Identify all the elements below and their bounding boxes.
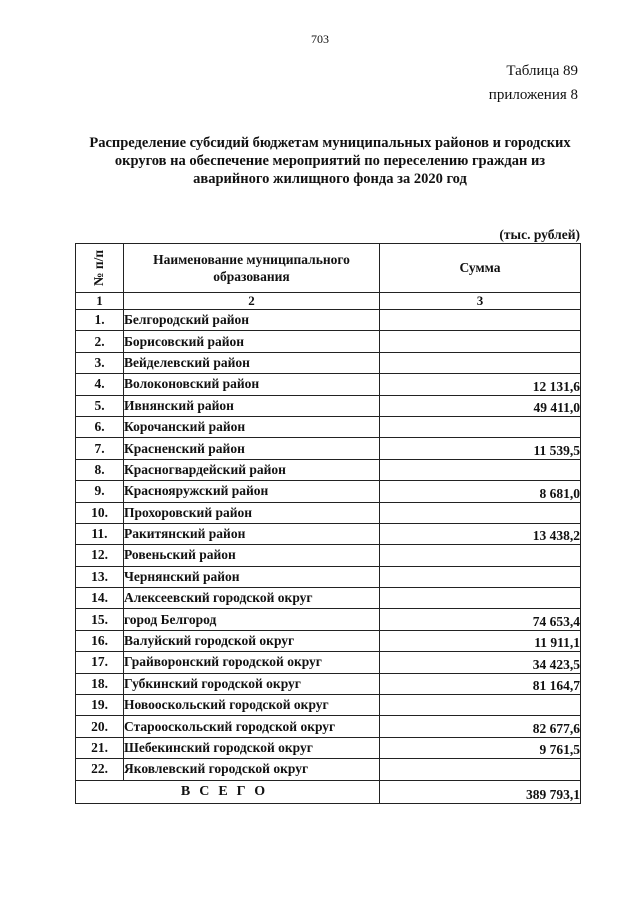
row-name: Валуйский городской округ: [124, 630, 380, 651]
total-label: ВСЕГО: [76, 780, 380, 803]
table-row: [76, 630, 581, 651]
row-number: 14.: [76, 588, 124, 609]
row-name: Грайворонский городской округ: [124, 652, 380, 673]
total-sum: 389 793,1: [380, 780, 581, 803]
row-sum: 11 539,5: [380, 438, 581, 459]
table-row: [76, 588, 581, 609]
row-name: Прохоровский район: [124, 502, 380, 523]
row-number: 1.: [76, 310, 124, 331]
row-name: Вейделевский район: [124, 352, 380, 373]
total-row: [76, 780, 581, 803]
row-name: Корочанский район: [124, 416, 380, 437]
row-number: 6.: [76, 416, 124, 437]
header-row: [76, 244, 581, 293]
row-number: 22.: [76, 759, 124, 780]
row-number: 2.: [76, 331, 124, 352]
row-number: 11.: [76, 523, 124, 544]
table-row: [76, 459, 581, 480]
row-name: Старооскольский городской округ: [124, 716, 380, 737]
row-name: Краснояружский район: [124, 481, 380, 502]
row-sum: 49 411,0: [380, 395, 581, 416]
header-sum: Сумма: [380, 244, 581, 293]
row-sum: 11 911,1: [380, 630, 581, 651]
row-sum: [380, 759, 581, 780]
table-row: [76, 438, 581, 459]
row-name: Красненский район: [124, 438, 380, 459]
row-sum: [380, 695, 581, 716]
row-sum: 8 681,0: [380, 481, 581, 502]
table-ref-line2: приложения 8: [488, 87, 578, 103]
header-name: Наименование муниципального образования: [124, 244, 380, 293]
row-name: Чернянский район: [124, 566, 380, 587]
table-row: [76, 331, 581, 352]
table-row: [76, 523, 581, 544]
table-row: [76, 352, 581, 373]
row-sum: [380, 545, 581, 566]
row-number: 9.: [76, 481, 124, 502]
table-row: [76, 395, 581, 416]
row-number: 15.: [76, 609, 124, 630]
row-name: Новооскольский городской округ: [124, 695, 380, 716]
row-sum: 82 677,6: [380, 716, 581, 737]
table-row: [76, 502, 581, 523]
row-name: Алексеевский городской округ: [124, 588, 380, 609]
table-row: [76, 673, 581, 694]
row-sum: 9 761,5: [380, 737, 581, 758]
row-sum: [380, 416, 581, 437]
row-name: город Белгород: [124, 609, 380, 630]
row-sum: 12 131,6: [380, 374, 581, 395]
row-sum: [380, 502, 581, 523]
page-number: 703: [311, 32, 329, 46]
row-number: 19.: [76, 695, 124, 716]
row-name: Яковлевский городской округ: [124, 759, 380, 780]
row-sum: 34 423,5: [380, 652, 581, 673]
row-sum: 81 164,7: [380, 673, 581, 694]
row-sum: [380, 331, 581, 352]
table-row: [76, 716, 581, 737]
row-number: 3.: [76, 352, 124, 373]
row-number: 5.: [76, 395, 124, 416]
row-sum: [380, 310, 581, 331]
row-number: 21.: [76, 737, 124, 758]
table-row: [76, 374, 581, 395]
row-name: Красногвардейский район: [124, 459, 380, 480]
row-number: 16.: [76, 630, 124, 651]
column-number: 3: [380, 293, 581, 310]
row-name: Ивнянский район: [124, 395, 380, 416]
row-number: 12.: [76, 545, 124, 566]
row-number: 13.: [76, 566, 124, 587]
table-row: [76, 652, 581, 673]
row-number: 8.: [76, 459, 124, 480]
header-num: [76, 244, 124, 293]
row-number: 20.: [76, 716, 124, 737]
column-numbers-row: [76, 293, 581, 310]
column-number: 1: [76, 293, 124, 310]
table-row: [76, 759, 581, 780]
row-number: 4.: [76, 374, 124, 395]
row-name: Борисовский район: [124, 331, 380, 352]
table-body: [76, 310, 581, 781]
header-num-label: № п/п: [91, 249, 107, 287]
document-title: Распределение субсидий бюджетам муниципальных районов и городских округов на обеспечение мероприятий по переселению граждан из аварийного жилищного фонда за 2020 год: [89, 135, 571, 187]
unit-label: (тыс. рублей): [499, 227, 580, 242]
table-row: [76, 310, 581, 331]
table-row: [76, 416, 581, 437]
row-sum: [380, 588, 581, 609]
table-ref-line1: Таблица 89: [506, 63, 578, 79]
row-name: Волоконовский район: [124, 374, 380, 395]
row-number: 18.: [76, 673, 124, 694]
row-sum: 13 438,2: [380, 523, 581, 544]
table-row: [76, 609, 581, 630]
row-name: Губкинский городской округ: [124, 673, 380, 694]
table-row: [76, 695, 581, 716]
row-name: Ракитянский район: [124, 523, 380, 544]
row-number: 10.: [76, 502, 124, 523]
row-number: 7.: [76, 438, 124, 459]
row-number: 17.: [76, 652, 124, 673]
row-name: Ровеньский район: [124, 545, 380, 566]
column-number: 2: [124, 293, 380, 310]
table-row: [76, 737, 581, 758]
row-sum: [380, 352, 581, 373]
table-row: [76, 566, 581, 587]
row-name: Белгородский район: [124, 310, 380, 331]
table-row: [76, 481, 581, 502]
table-row: [76, 545, 581, 566]
allocation-table: [75, 243, 581, 804]
row-sum: [380, 459, 581, 480]
row-name: Шебекинский городской округ: [124, 737, 380, 758]
row-sum: [380, 566, 581, 587]
row-sum: 74 653,4: [380, 609, 581, 630]
